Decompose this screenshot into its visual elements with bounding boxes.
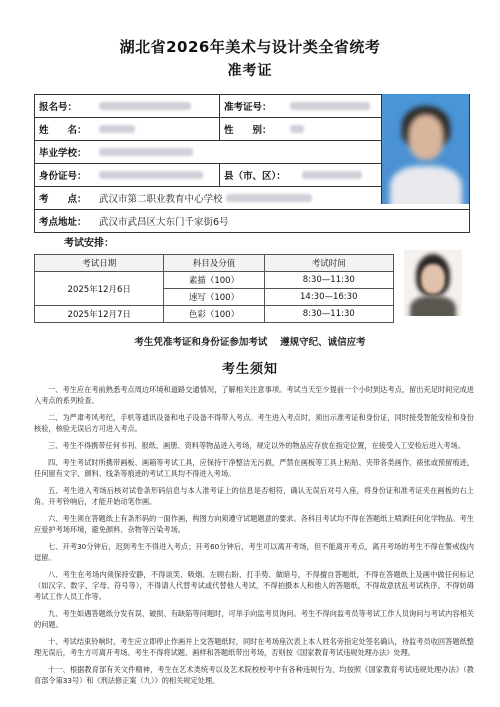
- county-value: [298, 164, 384, 186]
- schedule-heading: 考试安排：: [64, 238, 114, 249]
- notice-title: 考生须知: [221, 362, 278, 377]
- reg-no-value: [95, 95, 220, 117]
- table-row: [35, 272, 394, 289]
- exam-time: 8:30—11:30: [264, 306, 394, 323]
- site-label: 考 点：: [39, 194, 87, 205]
- notice-item: 六、考生须在答题纸上有条形码的一面作画，构图方向须遵守试题题意的要求。各科目考试均不得在答题纸上喷洒任何化学物品。考生应爱护考场环境，避免颜料、杂物等污染考场。: [34, 514, 474, 534]
- notice-item: 十一、根据教育部有关文件精神，考生在艺术类统考以及艺术院校校考中有各种违规行为，均按照《国家教育考试违规处理办法》（教育部令第33号）和《刑法修正案（九）》的相关规定处理。: [34, 665, 474, 685]
- exam-time: 14:30—16:30: [264, 289, 394, 306]
- candidate-photo: [381, 94, 469, 204]
- notice-item: 二、为严肃考风考纪，手机等通讯设备和电子设备不得带入考点。考生进入考点时，须出示准考证和身份证，同时接受智能安检和身份核验，核验无误后方可进入考点。: [34, 413, 474, 433]
- gender-label: 性 别：: [224, 125, 272, 136]
- exam-subject: 素描（100）: [164, 272, 264, 289]
- notice-item: 五、考生进入考场后核对试卷条形码信息与本人准考证上的信息是否相符，确认无误后对号入座，将身份证和准考证夹在画板的右上角。开考铃响后，才能开始动笔作画。: [34, 486, 474, 506]
- exam-subject: 速写（100）: [164, 289, 264, 306]
- notice-item: 十、考试结束铃响时，考生应立即停止作画并上交答题纸时，同时在考场座次表上本人姓名旁指定处签名确认，待监考员收回答题纸整理无误后，考生方可离开考场。考生不得将试题、画样和答题纸带出考场，否则按《国家教育考试违规处理办法》处理。: [34, 637, 474, 657]
- address-label: 考点地址：: [39, 217, 87, 228]
- exam-date: 2025年12月6日: [35, 272, 164, 306]
- notice-item: 四、考生考试时所携带画板、画箱等考试工具，应保持干净整洁无污损，严禁在画板等工具上粘贴、夹带各类画作，裱张或预留痕迹，任何留有文字、颜料、线条等痕迹的考试工具均不得进入考场。: [34, 458, 474, 478]
- id-label: 身份证号：: [39, 171, 87, 182]
- exam-time: 8:30—11:30: [264, 272, 394, 289]
- notice-list: [34, 384, 474, 692]
- address-value: 武汉市武昌区大东门千家街6号: [99, 217, 229, 228]
- id-value: [95, 164, 220, 186]
- exam-subject: 色彩（100）: [164, 306, 264, 323]
- school-label: 毕业学校：: [39, 148, 87, 159]
- notice-item: 七、开考30分钟后，迟到考生不得进入考点；开考60分钟后，考生可以离开考场，但不能离开考点，离开考场的考生不得在警戒线内逗留。: [34, 542, 474, 562]
- ticket-no-value: [286, 95, 384, 117]
- name-value: [95, 118, 220, 140]
- site-value: 武汉市第二职业教育中心学校: [95, 187, 316, 209]
- county-label: 县（市、区）：: [224, 171, 286, 182]
- exam-date: 2025年12月7日: [35, 306, 164, 323]
- exam-schedule-table: [34, 254, 394, 323]
- col-subject: 科目及分值: [164, 255, 264, 272]
- col-date: 考试日期: [35, 255, 164, 272]
- ticket-no-label: 准考证号：: [224, 102, 272, 113]
- name-label: 姓 名：: [39, 125, 87, 136]
- col-time: 考试时间: [264, 255, 394, 272]
- candidate-photo-small: [404, 250, 462, 316]
- notice-item: 一、考生应在考前熟悉考点周边环境和道路交通情况，了解相关注意事项。考试当天至少提前一个小时到达考点，留出充足时间完成进入考点的系列检查。: [34, 385, 474, 405]
- info-row-address: [35, 210, 469, 232]
- table-row: [35, 306, 394, 323]
- notice-item: 九、考生如遇答题纸分发有误、破损、有缺陷等问题时，可举手向监考员询问。考生不得向监考员等考试工作人员询问与考试内容相关的问题。: [34, 609, 474, 629]
- notice-item: 三、考生不得携带任何书刊、报纸、画册、资料等物品进入考场，规定以外的物品应存放在指定位置，在接受入工安检后进入考场。: [48, 441, 465, 450]
- notice-item: 八、考生在考场内须保持安静，不得谈笑、吸烟、左顾右盼、打手势、做暗号，不得擅自答题纸，不得在答题纸上及画中做任何标记（如汉字、数字、字母、符号等），不得请人代替考试或代替他人考试，不得拍摄本人和他人的答题纸，不得故意扰乱考试秩序，不得妨碍考试工作人员工作等。: [34, 570, 474, 601]
- school-value: [95, 141, 373, 163]
- page-title: 湖北省2026年美术与设计类全省统考: [119, 38, 381, 56]
- exam-motto: 考生凭准考证和身份证参加考试 遵规守纪、诚信应考: [134, 337, 366, 348]
- gender-value: [286, 118, 384, 140]
- reg-no-label: 报名号：: [39, 102, 78, 113]
- page-subtitle: 准考证: [227, 63, 273, 79]
